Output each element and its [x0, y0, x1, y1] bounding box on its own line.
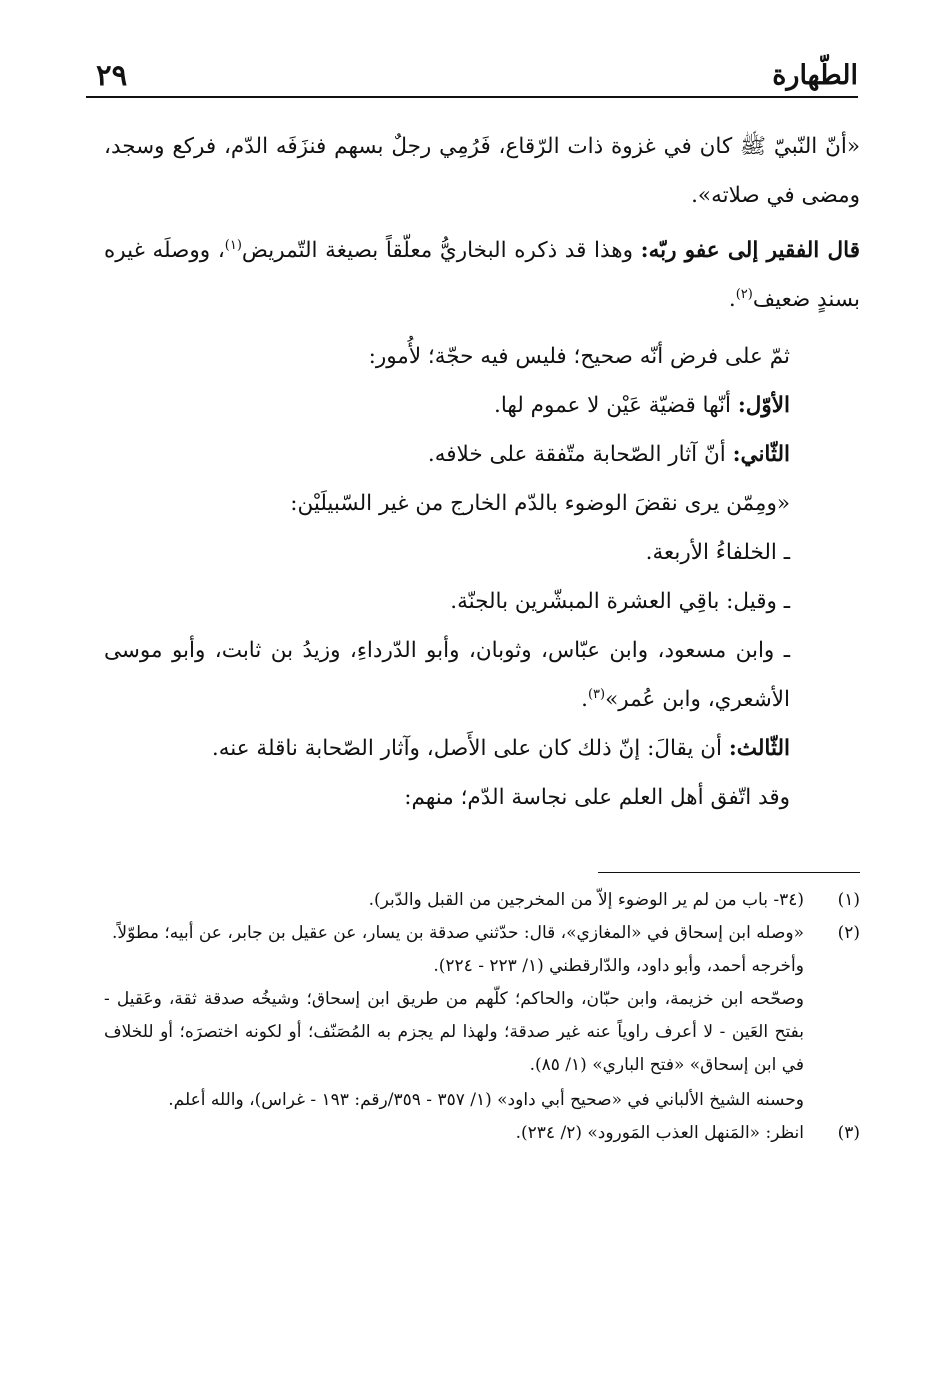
quote-text: . [581, 687, 588, 712]
footnote-number: (١) [837, 890, 860, 910]
paragraph-text: ، ووصلَه غيره بسندٍ ضعيف [104, 238, 860, 312]
paragraph-text: وهذا قد ذكره البخاريُّ معلّقاً بصيغة التّمريض [241, 238, 641, 263]
point-text: أن يقالَ: إنّ ذلك كان على الأَصل، وآثار الصّحابة ناقلة عنه. [211, 736, 729, 761]
quote-item [104, 626, 860, 724]
point-third [104, 724, 860, 773]
header-rule [86, 96, 858, 98]
footnote-ref-1[interactable]: (١) [224, 237, 242, 253]
quote-intro: «ومِمّن يرى نقضَ الوضوء بالدّم الخارج من غير السّبيلَيْن: [290, 491, 790, 516]
paragraph-hadith: «أنّ النّبيّ ﷺ كان في غزوة ذات الرّقاع، فَرُمِي رجلٌ بسهم فنزَفَه الدّم، فركع وسجد، ومضى في صلاته». [104, 134, 860, 208]
point-text: أنّ آثار الصّحابة متّفقة على خلافه. [427, 442, 733, 467]
point-label: الأوّل: [737, 393, 790, 418]
footnote-text: «وصله ابن إسحاق في «المغازي»، قال: حدّثني صدقة بن يسار، عن عقيل بن جابر، عن أبيه؛ مطوّلاً. [112, 923, 804, 943]
footnote-ref-3[interactable]: (٣) [587, 686, 606, 702]
point-text: أنّها قضيّة عَيْن لا عموم لها. [493, 393, 738, 418]
main-text [104, 122, 860, 822]
paragraph-closing: وقد اتّفق أهل العلم على نجاسة الدّم؛ منهم: [404, 785, 790, 810]
footnote-text: انظر: «المَنهل العذب المَورود» (٢/ ٢٣٤). [515, 1123, 804, 1143]
paragraph-intro: ثمّ على فرض أنّه صحيح؛ فليس فيه حجّة؛ لأُمور: [368, 344, 790, 369]
footnote-1 [104, 884, 860, 917]
point-label: الثّاني: [732, 442, 790, 467]
footnote-text: وأخرجه أحمد، وأبو داود، والدّارقطني (١/ ٢٢٣ - ٢٢٤). [433, 956, 804, 976]
footnote-text: (٣٤- باب من لم ير الوضوء إلاّ من المخرجين من القبل والدّبر). [368, 890, 804, 910]
page-number: ٢٩ [96, 58, 128, 92]
footnote-3 [104, 1117, 860, 1150]
quote-item: ـ وقيل: باقِي العشرة المبشّرين بالجنّة. [450, 589, 790, 614]
footnote-2 [104, 917, 860, 1117]
author-label: قال الفقير إلى عفو ربّه: [640, 238, 860, 263]
footnotes [104, 884, 860, 1150]
footnote-text: وحسنه الشيخ الألباني في «صحيح أبي داود» (١/ ٣٥٧ - ٣٥٩/رقم: ١٩٣ - غراس)، والله أعلم. [168, 1090, 804, 1110]
paragraph-author-comment [104, 226, 860, 324]
running-title: الطّهارة [772, 60, 858, 91]
footnote-number: (٢) [837, 923, 860, 943]
point-first [104, 381, 860, 430]
footnote-ref-2[interactable]: (٢) [735, 286, 753, 302]
footnote-separator [598, 872, 860, 873]
point-second [104, 430, 860, 479]
paragraph-text: . [728, 287, 736, 312]
footnote-text: وصحّحه ابن خزيمة، وابن حبّان، والحاكم؛ كلّهم من طريق ابن إسحاق؛ وشيخُه صدقة ثقة، وعَقيل - بفتح العَين - لا أعرف راوياً عنه غير صدقة؛ ولهذا لم يجزم به المُصَنّف؛ أو لكونه اختصرَه؛ أو للخلاف في ابن إسحاق» «فتح الباري» (١/ ٨٥). [104, 989, 804, 1075]
quote-text: ـ وابن مسعود، وابن عبّاس، وثوبان، وأبو الدّرداءِ، وزيدُ بن ثابت، وأبو موسى الأشعري، وابن عُمر» [104, 638, 790, 712]
footnote-number: (٣) [837, 1123, 860, 1143]
point-label: الثّالث: [728, 736, 790, 761]
quote-item: ـ الخلفاءُ الأربعة. [645, 540, 790, 565]
